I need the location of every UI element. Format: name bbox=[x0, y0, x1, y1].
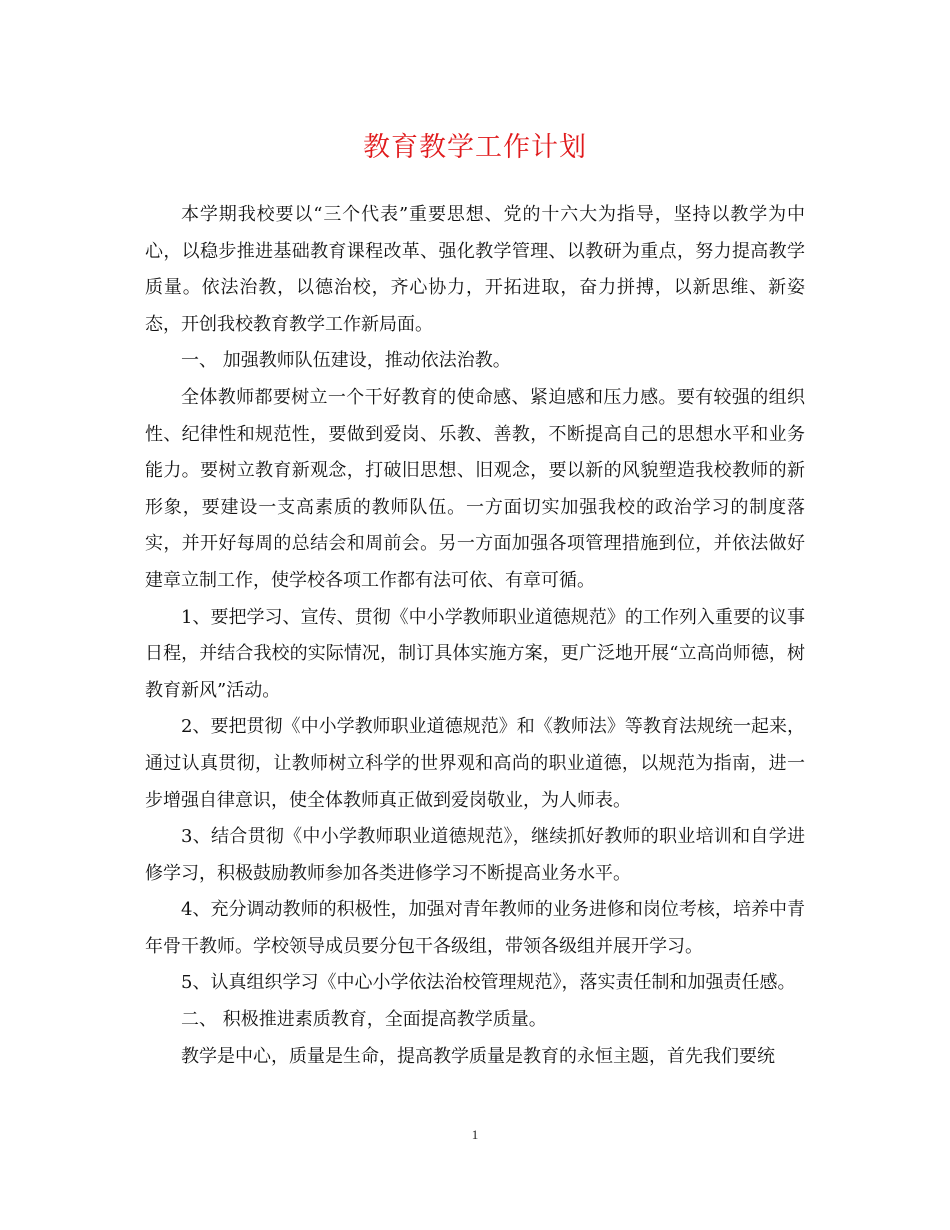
section-heading-1: 一、 加强教师队伍建设，推动依法治教。 bbox=[181, 350, 511, 372]
paragraph-teacher-team: 全体教师都要树立一个干好教育的使命感、紧迫感和压力感。要有较强的组织性、纪律性和规范性，要做到爱岗、乐教、善教，不断提高自己的思想水平和业务能力。要树立教育新观念，打破旧思想、旧观念，要以新的风貌塑造我校教师的新形象，要建设一支高素质的教师队伍。一方面切实加强我校的政治学习的制度落实，并开好每周的总结会和周前会。另一方面加强各项管理措施到位，并依法做好建章立制工作，使学校各项工作都有法可依、有章可循。 bbox=[145, 386, 805, 591]
page-number: 1 bbox=[471, 1127, 479, 1142]
document-title: 教育教学工作计划 bbox=[363, 132, 587, 163]
list-item-4: 4、充分调动教师的积极性，加强对青年教师的业务进修和岗位考核，培养中青年骨干教师。学校领导成员要分包干各级组，带领各级组并展开学习。 bbox=[145, 899, 805, 957]
paragraph-intro: 本学期我校要以“三个代表”重要思想、党的十六大为指导，坚持以教学为中心，以稳步推进基础教育课程改革、强化教学管理、以教研为重点，努力提高教学质量。依法治教，以德治校，齐心协力，开拓进取，奋力拼搏，以新思维、新姿态，开创我校教育教学工作新局面。 bbox=[145, 204, 805, 335]
document-body bbox=[145, 197, 805, 1075]
list-item-1: 1、要把学习、宣传、贯彻《中小学教师职业道德规范》的工作列入重要的议事日程，并结合我校的实际情况，制订具体实施方案，更广泛地开展“立高尚师德，树教育新风”活动。 bbox=[145, 606, 805, 701]
list-item-2: 2、要把贯彻《中小学教师职业道德规范》和《教师法》等教育法规统一起来，通过认真贯彻，让教师树立科学的世界观和高尚的职业道德，以规范为指南，进一步增强自律意识，使全体教师真正做到爱岗敬业，为人师表。 bbox=[145, 716, 805, 811]
paragraph-quality: 教学是中心，质量是生命，提高教学质量是教育的永恒主题，首先我们要统 bbox=[181, 1045, 775, 1067]
list-item-3: 3、结合贯彻《中小学教师职业道德规范》，继续抓好教师的职业培训和自学进修学习，积极鼓励教师参加各类进修学习不断提高业务水平。 bbox=[145, 826, 805, 884]
list-item-5: 5、认真组织学习《中心小学依法治校管理规范》，落实责任制和加强责任感。 bbox=[181, 972, 796, 994]
section-heading-2: 二、 积极推进素质教育，全面提高教学质量。 bbox=[181, 1009, 547, 1031]
